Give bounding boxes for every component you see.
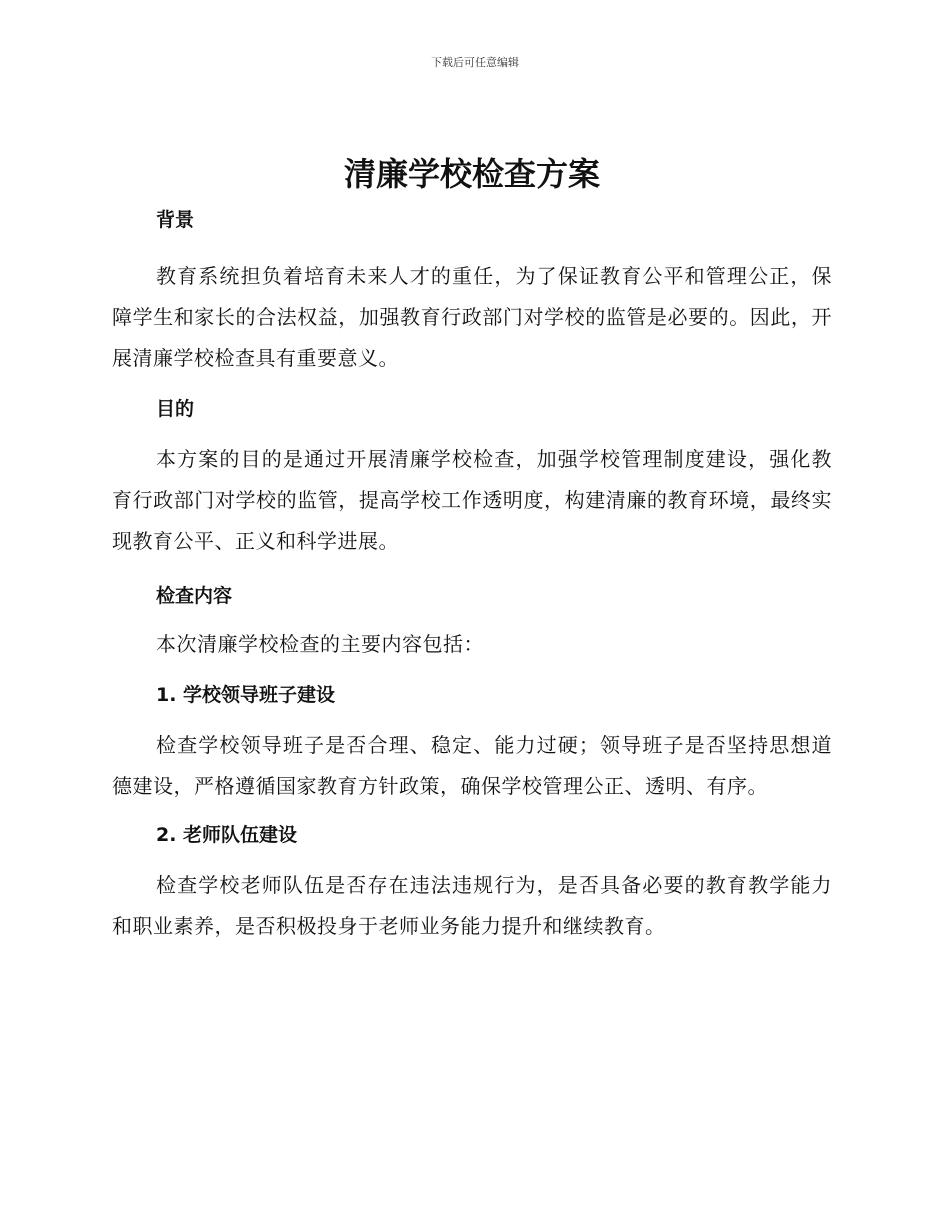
document-body — [112, 148, 832, 947]
section-heading-purpose: 目的 — [156, 398, 195, 420]
header-note: 下载后可任意编辑 — [431, 56, 519, 69]
section-heading-inspection: 检查内容 — [156, 585, 233, 607]
paragraph-purpose: 本方案的目的是通过开展清廉学校检查，加强学校管理制度建设，强化教育行政部门对学校的监管，提高学校工作透明度，构建清廉的教育环境，最终实现教育公平、正义和科学进展。 — [112, 447, 832, 553]
subheading-teachers: 2. 老师队伍建设 — [156, 824, 298, 846]
paragraph-inspection-intro: 本次清廉学校检查的主要内容包括： — [156, 632, 484, 656]
document-title: 清廉学校检查方案 — [343, 155, 600, 193]
subheading-leadership: 1. 学校领导班子建设 — [156, 684, 336, 706]
paragraph-leadership: 检查学校领导班子是否合理、稳定、能力过硬；领导班子是否坚持思想道德建设，严格遵循国家教育方针政策，确保学校管理公正、透明、有序。 — [112, 733, 832, 798]
paragraph-teachers: 检查学校老师队伍是否存在违法违规行为，是否具备必要的教育教学能力和职业素养，是否积极投身于老师业务能力提升和继续教育。 — [112, 873, 832, 938]
section-heading-background: 背景 — [156, 209, 195, 231]
paragraph-background: 教育系统担负着培育未来人才的重任，为了保证教育公平和管理公正，保障学生和家长的合法权益，加强教育行政部门对学校的监管是必要的。因此，开展清廉学校检查具有重要意义。 — [112, 264, 832, 370]
